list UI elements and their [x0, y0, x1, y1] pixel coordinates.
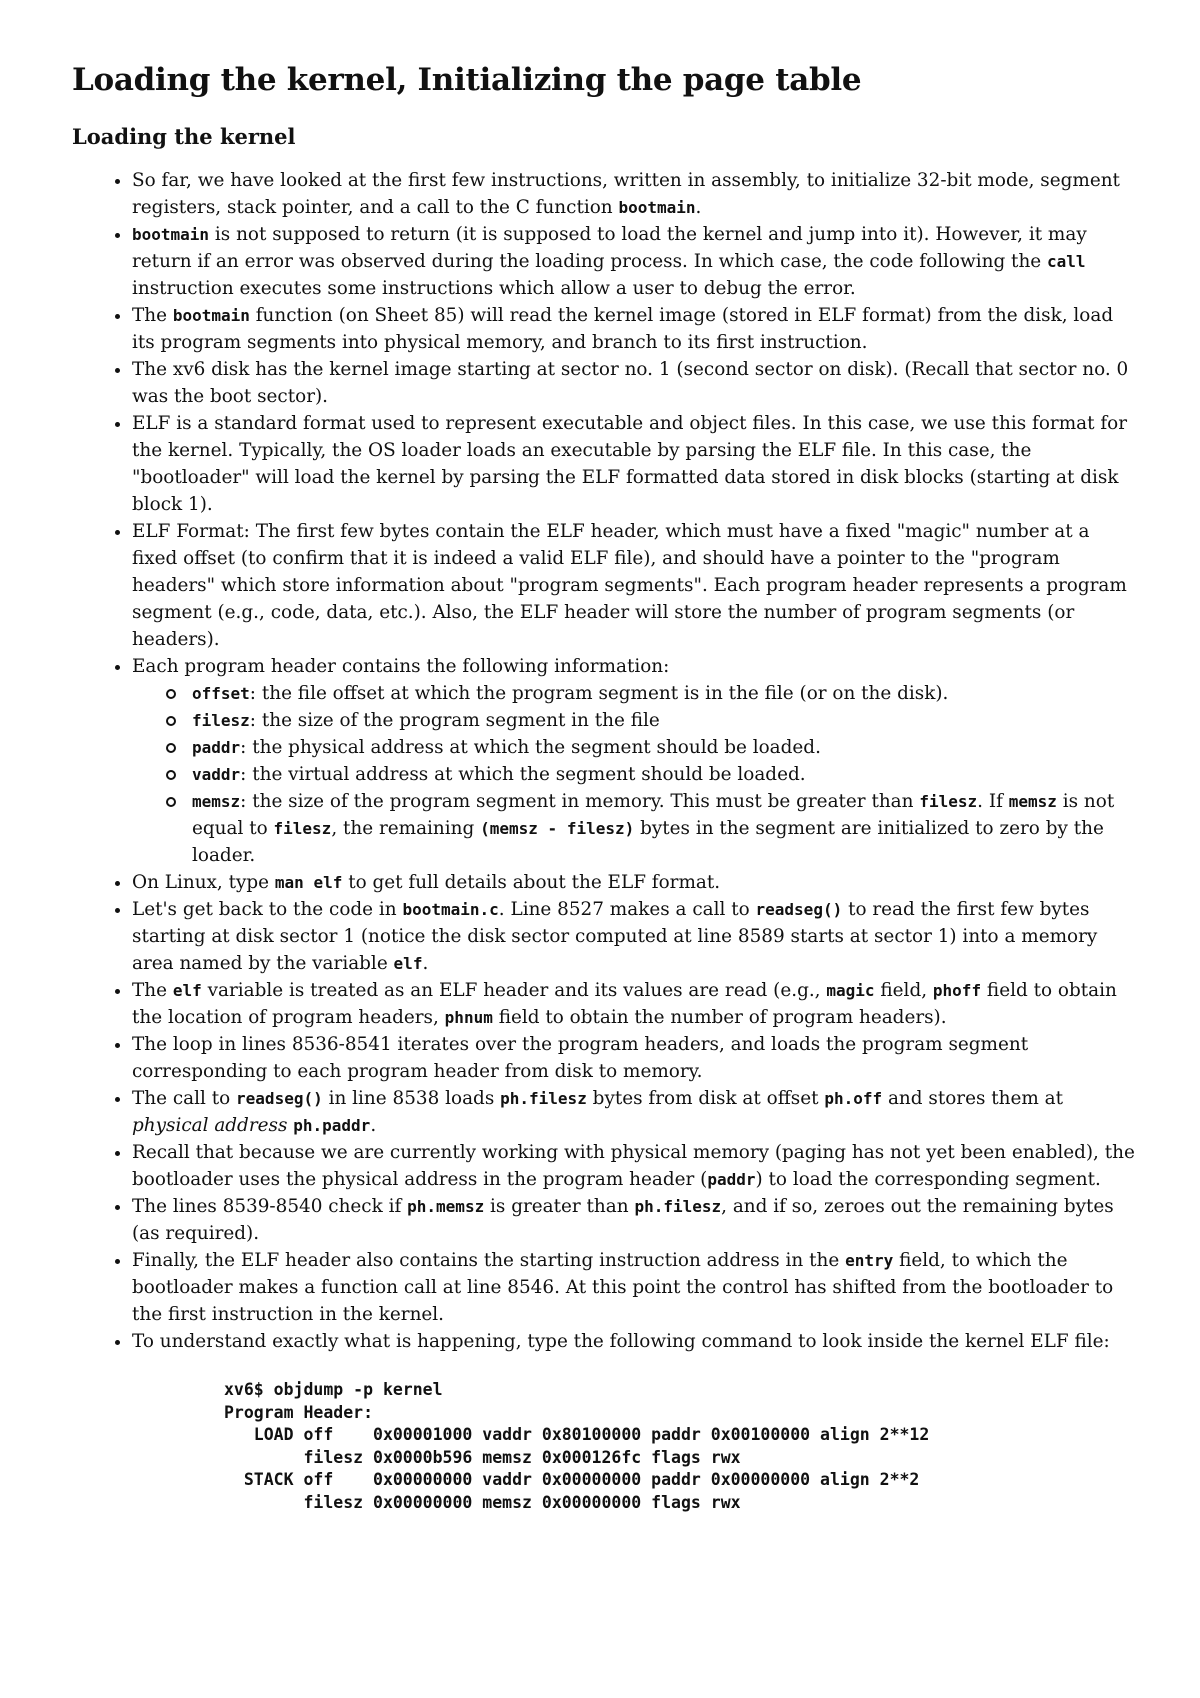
list-item: • The bootmain function (on Sheet 85) will read the kernel image (stored in ELF format) from the disk, load its program segments into physical memory, and branch to its first instruction.	[132, 302, 1140, 356]
sub-bullet-list	[132, 680, 1140, 869]
objdump-code-block: xv6$ objdump -p kernel Program Header: LOAD off 0x00001000 vaddr 0x80100000 paddr 0x00100000 align 2**12 filesz 0x0000b596 memsz 0x000126fc flags rwx STACK off 0x00000000 vaddr 0x00000000 paddr 0x00000000 align 2**2 filesz 0x00000000 memsz 0x00000000 flags rwx	[224, 1380, 930, 1512]
list-item: • The elf variable is treated as an ELF header and its values are read (e.g., magic field, phoff field to obtain the location of program headers, phnum field to obtain the number of program headers).	[132, 977, 1140, 1031]
sub-list-item: memsz: the size of the program segment in memory. This must be greater than filesz. If memsz is not equal to filesz, the remaining (memsz - filesz) bytes in the segment are initialized to zero by the loader.	[192, 788, 1140, 869]
list-item: • The lines 8539-8540 check if ph.memsz is greater than ph.filesz, and if so, zeroes out the remaining bytes (as required).	[132, 1193, 1140, 1247]
list-item: • Finally, the ELF header also contains the starting instruction address in the entry field, to which the bootloader makes a function call at line 8546. At this point the control has shifted from the bootloader to the first instruction in the kernel.	[132, 1247, 1140, 1328]
sub-list-item: vaddr: the virtual address at which the segment should be loaded.	[192, 761, 1140, 788]
list-item: • Recall that because we are currently working with physical memory (paging has not yet been enabled), the bootloader uses the physical address in the program header (paddr) to load the corresponding segment.	[132, 1139, 1140, 1193]
list-item: • ELF is a standard format used to represent executable and object files. In this case, we use this format for the kernel. Typically, the OS loader loads an executable by parsing the ELF file. In this case, the "bootloader" will load the kernel by parsing the ELF formatted data stored in disk blocks (starting at disk block 1).	[132, 410, 1140, 518]
list-item: • Let's get back to the code in bootmain.c. Line 8527 makes a call to readseg() to read the first few bytes starting at disk sector 1 (notice the disk sector computed at line 8589 starts at sector 1) into a memory area named by the variable elf.	[132, 896, 1140, 977]
list-item: • bootmain is not supposed to return (it is supposed to load the kernel and jump into it). However, it may return if an error was observed during the loading process. In which case, the code following the call instruction executes some instructions which allow a user to debug the error.	[132, 221, 1140, 302]
sub-list-item: paddr: the physical address at which the segment should be loaded.	[192, 734, 1140, 761]
list-item: • Each program header contains the following information: offset: the file offset at which the program segment is in the file (or on the disk). filesz: the size of the program segment in the file paddr: the physical address at which the segment should be loaded. vaddr: the virtual address at which the segment should be loaded. memsz: the size of the program segment in memory. This must be greater than filesz. If memsz is not equal to filesz, the remaining (memsz - filesz) bytes in the segment are initialized to zero by the loader.	[132, 653, 1140, 869]
sub-list-item: filesz: the size of the program segment in the file	[192, 707, 1140, 734]
list-item: • ELF Format: The first few bytes contain the ELF header, which must have a fixed "magic" number at a fixed offset (to confirm that it is indeed a valid ELF file), and should have a pointer to the "program headers" which store information about "program segments". Each program header represents a program segment (e.g., code, data, etc.). Also, the ELF header will store the number of program segments (or headers).	[132, 518, 1140, 653]
list-item: • So far, we have looked at the first few instructions, written in assembly, to initialize 32-bit mode, segment registers, stack pointer, and a call to the C function bootmain.	[132, 167, 1140, 221]
list-item: • The loop in lines 8536-8541 iterates over the program headers, and loads the program segment corresponding to each program header from disk to memory.	[132, 1031, 1140, 1085]
list-item: • On Linux, type man elf to get full details about the ELF format.	[132, 869, 1140, 896]
list-item: • The xv6 disk has the kernel image starting at sector no. 1 (second sector on disk). (Recall that sector no. 0 was the boot sector).	[132, 356, 1140, 410]
list-item: • The call to readseg() in line 8538 loads ph.filesz bytes from disk at offset ph.off and stores them at physical address ph.paddr.	[132, 1085, 1140, 1139]
page-title: Loading the kernel, Initializing the page table	[72, 62, 862, 98]
section-heading: Loading the kernel	[72, 124, 296, 149]
list-item: • To understand exactly what is happening, type the following command to look inside the kernel ELF file:	[132, 1328, 1140, 1355]
sub-list-item: offset: the file offset at which the program segment is in the file (or on the disk).	[192, 680, 1140, 707]
bullet-list	[72, 167, 1140, 1355]
